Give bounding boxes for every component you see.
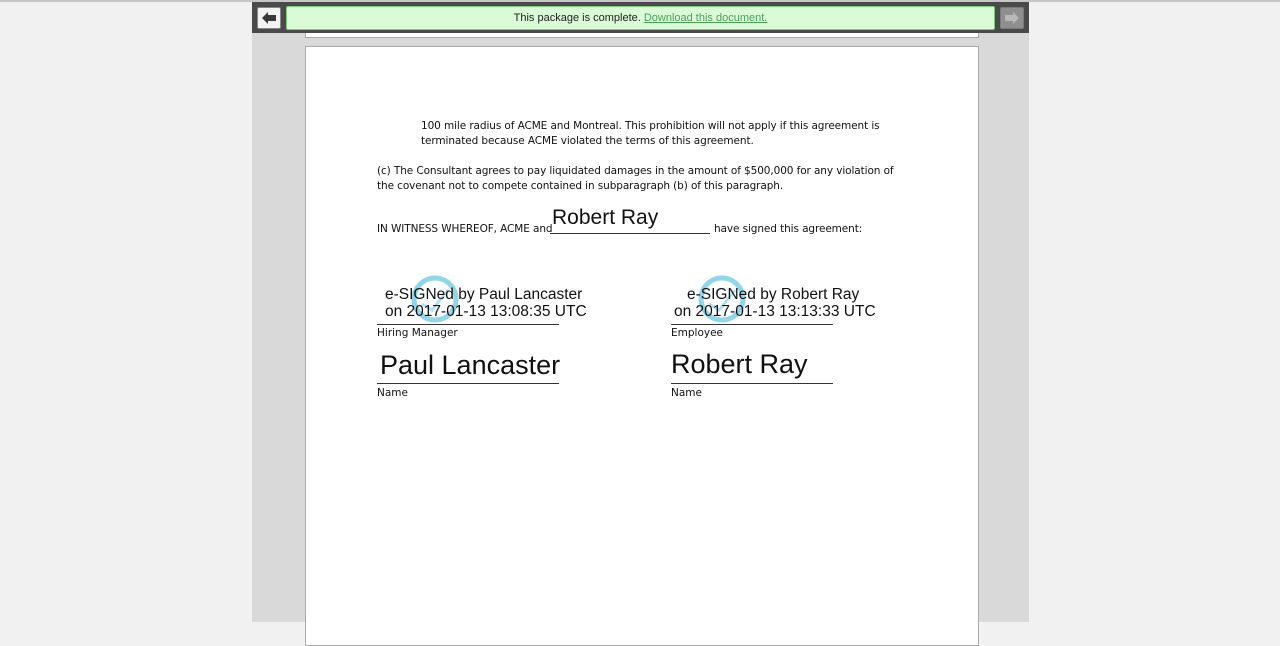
signature-line-employee <box>671 324 833 325</box>
name-line-manager <box>377 383 559 384</box>
download-document-link[interactable]: Download this document. <box>643 12 768 24</box>
name-label-employee: Name <box>671 387 702 399</box>
document-viewer <box>252 2 1029 622</box>
stamp-line-signer: e-SIGNed by Robert Ray <box>687 286 860 303</box>
next-page-button[interactable] <box>1000 7 1024 29</box>
stamp-line-date: on 2017-01-13 13:08:35 UTC <box>385 303 587 320</box>
witness-name-underline <box>550 233 710 234</box>
signature-line-manager <box>377 324 559 325</box>
typed-name-manager: Paul Lancaster <box>380 350 561 380</box>
witness-suffix: have signed this agreement: <box>714 223 863 235</box>
typed-name-employee: Robert Ray <box>671 349 808 379</box>
esign-stamp-manager <box>385 286 587 320</box>
stamp-line-signer: e-SIGNed by Paul Lancaster <box>385 286 583 303</box>
paragraph-radius: 100 mile radius of ACME and Montreal. This prohibition will not apply if this agreement is terminated because ACME violated the terms of this agreement. <box>421 120 880 147</box>
banner-text: This package is complete. <box>513 12 641 24</box>
previous-page-button[interactable] <box>257 7 281 29</box>
witness-name-field: Robert Ray <box>552 206 659 229</box>
role-label-manager: Hiring Manager <box>377 327 458 339</box>
esign-stamp-employee <box>674 286 876 320</box>
role-label-employee: Employee <box>671 327 724 339</box>
paragraph-liquidated-damages: (c) The Consultant agrees to pay liquidated damages in the amount of $500,000 for any violation of the covenant not to compete contained in subparagraph (b) of this paragraph. <box>377 165 894 192</box>
name-label-manager: Name <box>377 387 408 399</box>
previous-page-edge <box>305 33 979 38</box>
completion-banner <box>286 6 995 30</box>
arrow-right-icon <box>1004 11 1020 25</box>
witness-prefix: IN WITNESS WHEREOF, ACME and <box>377 223 553 235</box>
name-line-employee <box>671 383 833 384</box>
arrow-left-icon <box>261 11 277 25</box>
viewer-toolbar <box>252 2 1029 33</box>
stamp-line-date: on 2017-01-13 13:13:33 UTC <box>674 303 876 320</box>
document-page <box>305 46 979 646</box>
